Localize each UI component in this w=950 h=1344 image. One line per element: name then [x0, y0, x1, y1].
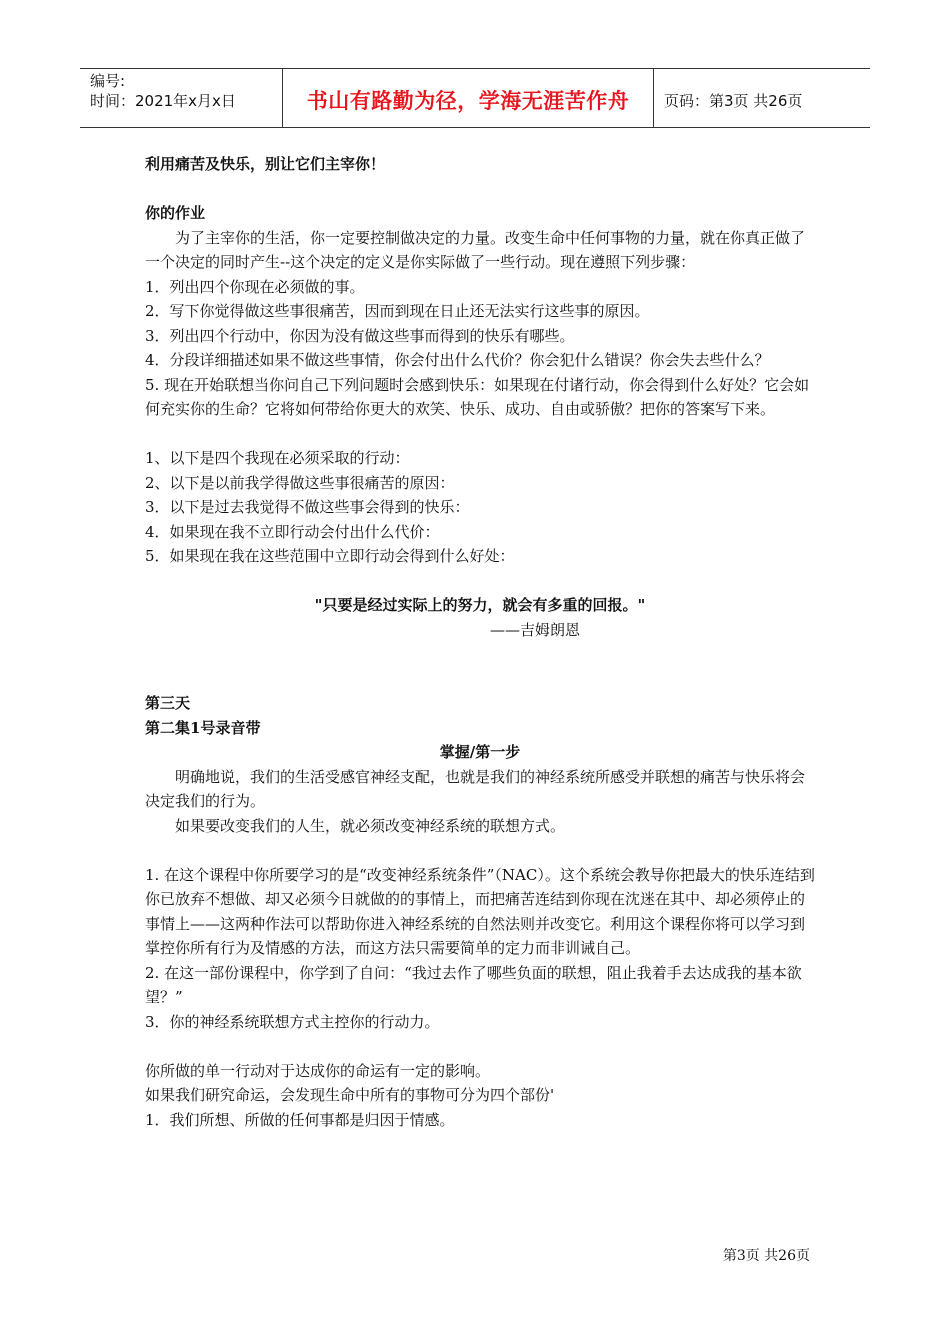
point-item: 2. 在这一部份课程中，你学到了自问：“我过去作了哪些负面的联想，阻止我着手去达成我的基本欲望？”: [145, 963, 802, 1006]
header-meta: [80, 69, 282, 127]
tape-heading: 第二集1号录音带: [145, 718, 261, 737]
section-heading: 利用痛苦及快乐，别让它们主宰你！: [145, 155, 386, 173]
answer-item: 2、以下是以前我学得做这些事很痛苦的原因：: [145, 473, 455, 492]
document-date: 时间：2021年x月x日: [90, 92, 236, 110]
answer-item: 5．如果现在我在这些范围中立即行动会得到什么好处：: [145, 547, 515, 565]
step-item: 2．写下你觉得做这些事很痛苦，因而到现在日止还无法实行这些事的原因。: [145, 302, 650, 320]
header-motto: 书山有路勤为径，学海无涯苦作舟: [282, 69, 654, 127]
step-item: 5. 现在开始联想当你问自己下列问题时会感到快乐：如果现在付诸行动，你会得到什么好处？它会如何充实你的生命？它将如何带给你更大的欢笑、快乐、成功、自由或骄傲？把你的答案写下来。: [145, 375, 810, 418]
step-item: 4．分段详细描述如果不做这些事情，你会付出什么代价？你会犯什么错误？你会失去些什么？: [145, 351, 770, 369]
quote: "只要是经过实际上的努力，就会有多重的回报。": [314, 596, 646, 614]
paragraph: 如果要改变我们的人生，就必须改变神经系统的联想方式。: [175, 816, 566, 835]
answer-item: 3．以下是过去我觉得不做这些事会得到的快乐：: [145, 498, 470, 516]
document-number-label: 编号:: [90, 72, 126, 90]
paragraph: 为了主宰你的生活，你一定要控制做决定的力量。改变生命中任何事物的力量，就在你真正做了一个决定的同时产生--这个决定的定义是你实际做了一些行动。现在遵照下列步骤：: [145, 228, 806, 271]
quote-author: ——吉姆朗恩: [489, 620, 580, 639]
answer-item: 4．如果现在我不立即行动会付出什么代价：: [145, 522, 440, 541]
section-title: 掌握/第一步: [439, 743, 521, 761]
page-header: [80, 68, 870, 128]
page-footer: 第3页 共26页: [722, 1248, 810, 1264]
homework-heading: 你的作业: [145, 204, 206, 222]
point-item: 1. 在这个课程中你所要学习的是“改变神经系统条件”（NAC）。这个系统会教导你把最大的快乐连结到你已放弃不想做、却又必须今日就做的的事情上，而把痛苦连结到你现在沈迷在其中、却必须停止的事情上——这两种作法可以帮助你进入神经系统的自然法则并改变它。利用这个课程你将可以学习到掌控你所有行为及情感的方法，而这方法只需要简单的定力而非训诫自己。: [145, 865, 815, 957]
header-page-info: 页码：第3页 共26页: [664, 91, 803, 110]
answer-item: 1、以下是四个我现在必须采取的行动：: [145, 449, 410, 467]
day-heading: 第三天: [145, 694, 191, 712]
paragraph: 如果我们研究命运，会发现生命中所有的事物可分为四个部份': [145, 1086, 555, 1104]
document-body: [145, 152, 815, 1132]
point-item: 3．你的神经系统联想方式主控你的行动力。: [145, 1012, 440, 1031]
paragraph: 你所做的单一行动对于达成你的命运有一定的影响。: [145, 1061, 491, 1080]
paragraph: 明确地说，我们的生活受感官神经支配，也就是我们的神经系统所感受并联想的痛苦与快乐将会决定我们的行为。: [145, 767, 806, 810]
step-item: 1．列出四个你现在必须做的事。: [145, 277, 365, 296]
paragraph: 1．我们所想、所做的任何事都是归因于情感。: [145, 1110, 455, 1129]
step-item: 3．列出四个行动中，你因为没有做这些事而得到的快乐有哪些。: [145, 326, 575, 345]
